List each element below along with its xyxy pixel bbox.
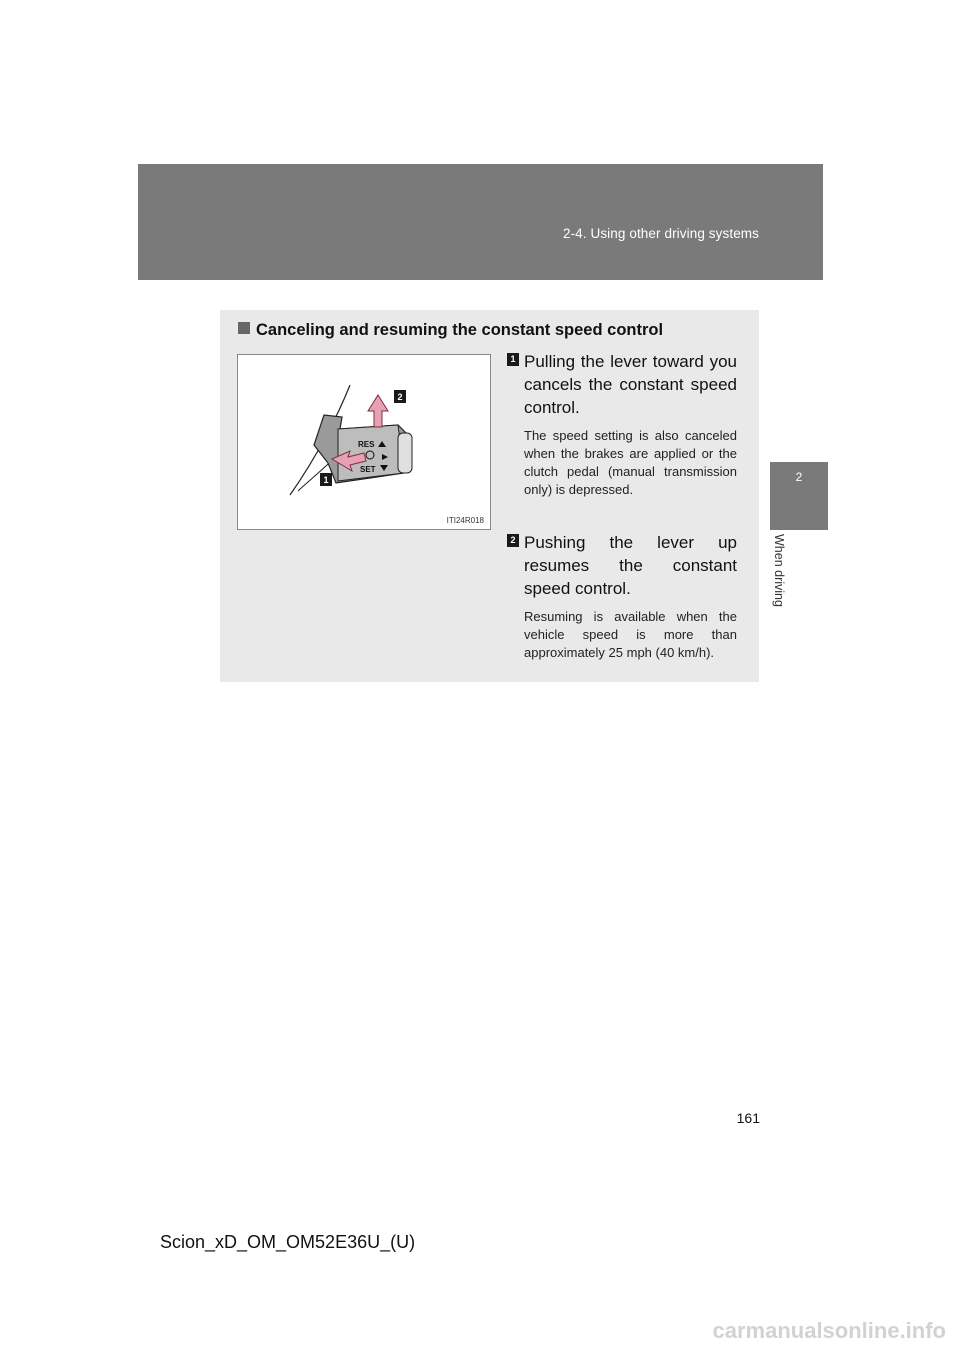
step-1: [507, 350, 737, 499]
panel-heading: Canceling and resuming the constant speed control: [238, 321, 663, 340]
callout-1: 1: [323, 475, 329, 485]
square-bullet-icon: [238, 322, 250, 334]
chapter-tab[interactable]: [770, 462, 828, 530]
chapter-label: When driving: [772, 534, 786, 607]
chapter-number: 2: [795, 470, 803, 484]
header-band: [138, 164, 823, 280]
figure-code: ITI24R018: [446, 516, 484, 525]
res-label: RES: [358, 440, 375, 449]
section-title: 2-4. Using other driving systems: [562, 226, 759, 241]
lever-illustration: [237, 354, 491, 530]
push-up-arrow-icon: [368, 395, 388, 427]
step-1-text: Pulling the lever toward you cancels the constant speed control.: [524, 352, 737, 417]
document-code: Scion_xD_OM_OM52E36U_(U): [160, 1232, 416, 1252]
step-1-marker: 1: [507, 353, 519, 366]
callout-2: 2: [397, 392, 403, 402]
step-2-marker: 2: [507, 534, 519, 547]
info-panel: [220, 310, 759, 682]
step-2-text: Pushing the lever up resumes the constant speed control.: [524, 533, 737, 598]
page-number: 161: [736, 1110, 760, 1126]
step-1-note: The speed setting is also canceled when the brakes are applied or the clutch pedal (manual transmission only) is depressed.: [524, 428, 737, 497]
cruise-lever-drawing: [238, 355, 490, 529]
step-2-note: Resuming is available when the vehicle speed is more than approximately 25 mph (40 km/h).: [524, 609, 737, 660]
step-2: [507, 531, 737, 662]
set-label: SET: [360, 465, 376, 474]
watermark: carmanualsonline.info: [712, 1318, 946, 1343]
